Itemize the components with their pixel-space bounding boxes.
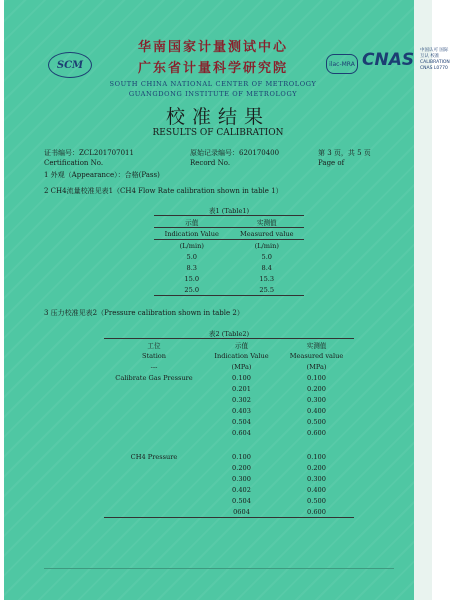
org-cn-line2: 广东省计量科学研究院 [137,61,288,76]
title-chinese: 校准结果 [165,106,270,128]
table2-cell: 0.100 [232,373,251,382]
table2-header-en: Indication Value [214,351,269,360]
letterhead [48,34,450,98]
table2-unit: (MPa) [306,362,327,371]
table-row [104,484,354,495]
table2-cell: 0.400 [307,406,326,415]
table2-cell: 0.302 [232,395,251,404]
table2-cell: 0.200 [232,463,251,472]
table2-cell: 0.201 [232,384,251,393]
table-row [104,495,354,506]
table-row [104,451,354,462]
page-cn: 第 3 页，共 5 页 [318,149,371,157]
table1-cell: 5.0 [186,252,197,261]
table1-cell: 15.0 [184,274,200,283]
table1 [154,215,304,296]
table-row [104,416,354,427]
table2-header-cn: 工位 [104,339,204,351]
station-label: CH4 Pressure [130,452,178,461]
table1-cell: 8.4 [261,263,272,272]
table1-cell: 8.3 [186,263,197,272]
table-row [104,372,354,383]
table2-cell: 0.604 [232,428,251,437]
table1-unit: (L/min) [230,240,305,252]
table2-cell: 0.300 [307,395,326,404]
page-number [318,148,371,168]
table-row [154,262,304,273]
certificate-number [44,148,134,168]
section-flow-rate: 2 CH4流量校准见表1（CH4 Flow Rate calibration shown in table 1） [44,187,283,195]
table2-header-cn: 实测值 [279,339,354,351]
section-pressure: 3 压力校准见表2（Pressure calibration shown in table 2） [44,309,244,317]
footer-divider [44,568,394,569]
organization-name [108,36,318,98]
table1-header-en: Indication Value [154,228,230,240]
table2-cell: 0.100 [307,452,326,461]
table2-cell: 0.100 [307,373,326,382]
table-row [104,506,354,518]
table1-header-cn: 实测值 [230,216,305,228]
table1-cell: 5.0 [261,252,272,261]
table2-cell: 0.400 [307,485,326,494]
table2-cell: 0.600 [279,506,354,518]
cnas-logo: CNAS [362,50,415,70]
certificate-page [4,0,450,600]
table2-header-cn: 示值 [204,339,279,351]
table2-caption: 表2 (Table2) [208,330,250,338]
title-english: RESULTS OF CALIBRATION [152,128,284,138]
table2-cell: 0604 [204,506,279,518]
org-en-line2: GUANGDONG INSTITUTE OF METROLOGY [128,90,298,98]
table1-unit: (L/min) [154,240,230,252]
table2-header-en: Station [141,351,167,360]
accreditation-marks [326,46,450,82]
ilac-mra-logo: ilac-MRA [326,54,358,74]
cert-label-cn: 证书编号： [44,149,79,157]
table2-cell: 0.600 [307,428,326,437]
station-label: Calibrate Gas Pressure [115,373,193,382]
table2-header-en: Measured value [289,351,344,360]
org-cn-line1: 华南国家计量测试中心 [137,40,288,55]
table2 [104,338,354,518]
record-no: 620170400 [239,149,280,157]
table2-cell: 0.500 [307,496,326,505]
table1-cell: 15.3 [259,274,275,283]
section-appearance: 1 外观（Appearance）：合格(Pass) [44,171,160,179]
table2-cell: 0.300 [307,474,326,483]
table2-cell: 0.403 [232,406,251,415]
scm-logo [48,52,92,78]
table2-cell: 0.500 [307,417,326,426]
logo-text: SCM [56,59,84,71]
table2-cell: 0.200 [307,384,326,393]
org-en-line1: SOUTH CHINA NATIONAL CENTER OF METROLOGY [109,80,317,88]
table1-cell: 25.5 [230,284,305,296]
table-row [104,427,354,438]
record-number [190,148,279,168]
table1-cell: 25.0 [154,284,230,296]
cert-no: ZCL201707011 [79,149,134,157]
cert-label-en: Certification No. [44,159,104,167]
table-row [104,462,354,473]
table2-cell: 0.300 [232,474,251,483]
table2-unit: --- [150,362,158,371]
table2-cell: 0.402 [232,485,251,494]
table-row [104,394,354,405]
page-en: Page of [318,159,345,167]
cnas-subtext: 中国认可 国际互认 校准 CALIBRATION CNAS L0770 [420,48,450,71]
record-label-cn: 原始记录编号： [190,149,239,157]
table-row [154,284,304,296]
table1-header-cn: 示值 [154,216,230,228]
table-row [154,273,304,284]
table-row [104,383,354,394]
table-row [104,473,354,484]
table2-unit: (MPa) [231,362,252,371]
table-row [104,405,354,416]
table2-cell: 0.504 [232,496,251,505]
table1-header-en: Measured value [230,228,305,240]
table2-cell: 0.200 [307,463,326,472]
table2-cell: 0.100 [232,452,251,461]
table-row [154,251,304,262]
table1-caption: 表1 (Table1) [208,207,250,215]
table2-cell: 0.504 [232,417,251,426]
record-label-en: Record No. [190,159,231,167]
